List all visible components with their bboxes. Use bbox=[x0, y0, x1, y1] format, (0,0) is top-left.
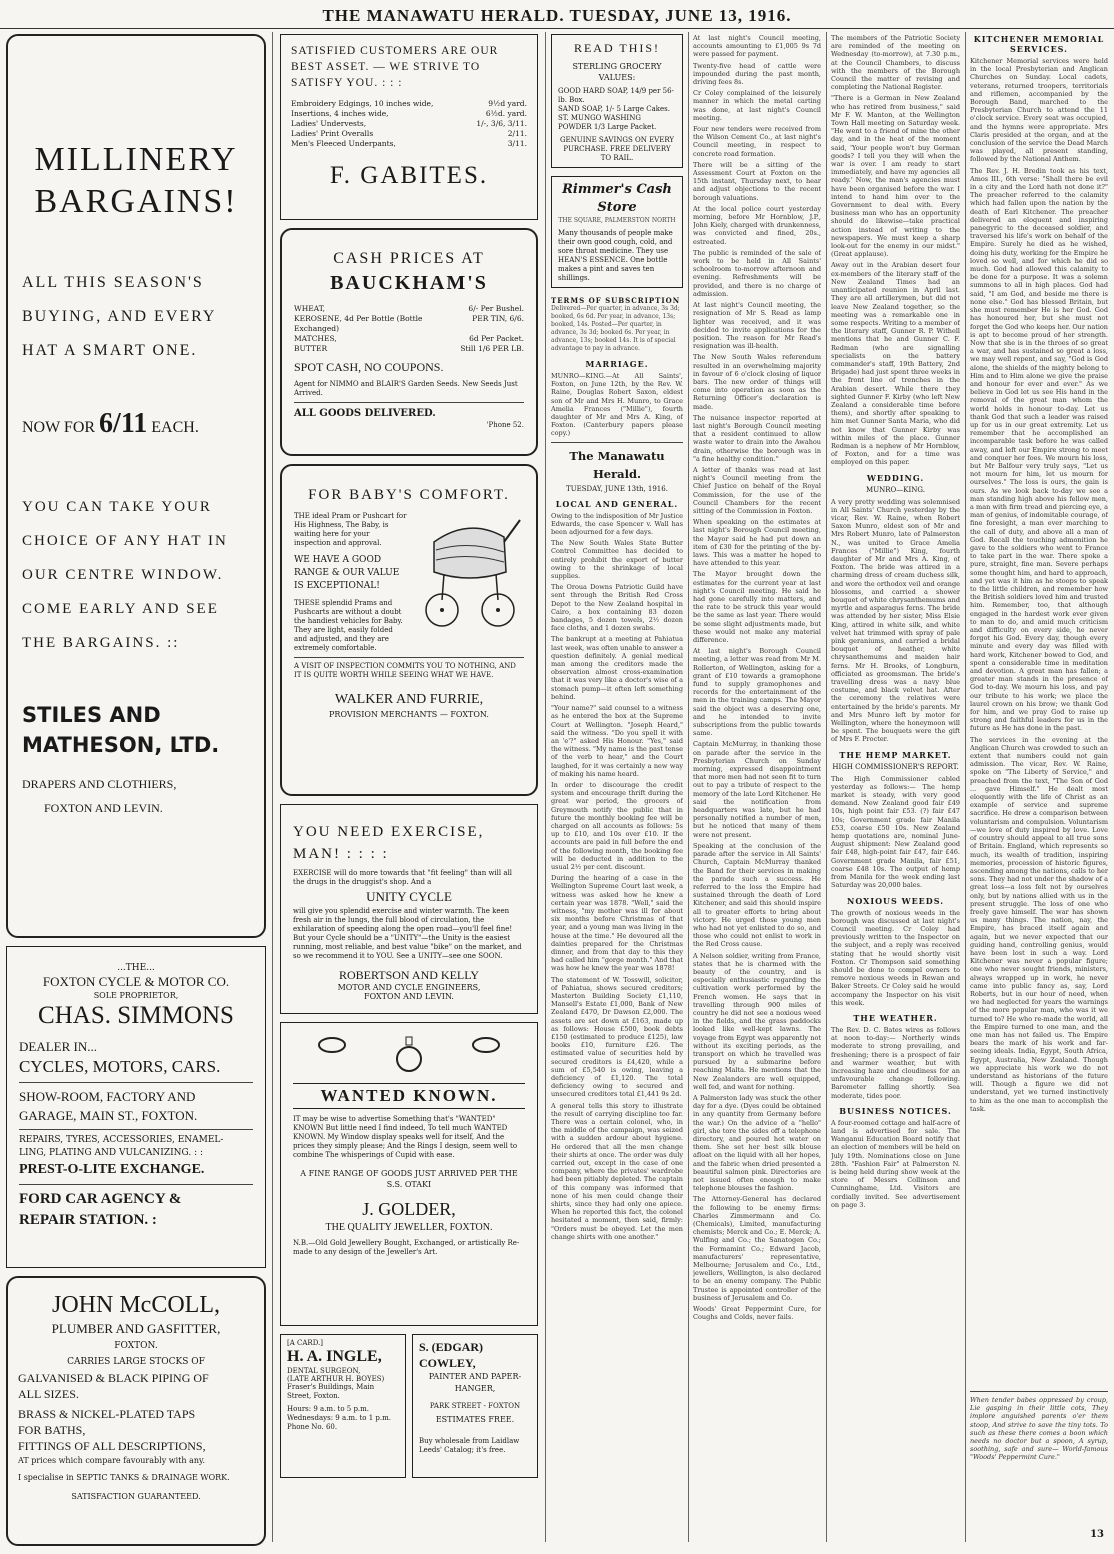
divider bbox=[19, 1129, 253, 1130]
rimmers-logo: Rimmer's Cash Store bbox=[562, 182, 672, 215]
ingle-late: (LATE ARTHUR H. BOYES) bbox=[287, 1375, 385, 1383]
now-for-text: NOW FOR bbox=[22, 419, 96, 436]
column-rule bbox=[965, 32, 966, 1542]
dealer-label: DEALER IN... bbox=[19, 1039, 97, 1054]
ford-agency-line-2: REPAIR STATION. : bbox=[19, 1212, 157, 1228]
card-label: [A CARD.] bbox=[287, 1339, 324, 1347]
golder-poem: IT may be wise to advertise Something that's "WANTED" KNOWN But little need I find indeed, To tell much WANTED KNOWN. My Window display speaks well for itself, And the prices they simply please; And the Rings I design, seem well to combine The whisperings of Cupid with ease. bbox=[293, 1115, 518, 1159]
divider bbox=[294, 657, 524, 658]
news-paragraph: The bankrupt at a meeting at Pahiatua last week, was often unable to answer a question definitely. A genial medical man among the creditors made the observation almost cross-examination that it was very like a doctor's wise of a stomach pump—it often left something behind. bbox=[551, 635, 683, 701]
stock-line: CARRIES LARGE STOCKS OF bbox=[67, 1357, 205, 1367]
terms-title: TERMS OF SUBSCRIPTION bbox=[551, 296, 681, 305]
ingle-address: Fraser's Buildings, Main Street, Foxton. bbox=[287, 1383, 375, 1400]
baby-range: WE HAVE A GOOD RANGE & OUR VALUE IS EXCEPTIONAL! bbox=[294, 555, 400, 591]
robertson-trade: MOTOR AND CYCLE ENGINEERS, bbox=[337, 983, 481, 992]
piping-line: GALVANISED & BLACK PIPING OF bbox=[18, 1371, 209, 1385]
pram-illustration bbox=[414, 512, 524, 653]
column-rule bbox=[826, 32, 827, 1542]
news-paragraph: There will be a sitting of the Assessment Court at Foxton on the 15th instant, Thursday next, to hear and adjust objections to the recent borough valuations. bbox=[693, 160, 821, 202]
column-1 bbox=[6, 34, 266, 1554]
choice-p2: CHOICE OF ANY HAT IN bbox=[22, 533, 228, 549]
ring-icon bbox=[471, 1035, 501, 1055]
divider bbox=[294, 402, 524, 403]
goods-line: CYCLES, MOTORS, CARS. bbox=[19, 1057, 221, 1076]
rimmers-text: Many thousands of people make their own good cough, cold, and sore throat medicine. They use HEAN'S ESSENCE. One bottle makes a pint and saves ten shillings. bbox=[558, 229, 673, 282]
unity-cycle: UNITY CYCLE bbox=[366, 889, 452, 904]
hat-price: 6/11 bbox=[99, 408, 148, 439]
baby-desc: THESE splendid Prams and Pushcarts are without a doubt the handiest vehicles for Baby. They are light, easily folded and adjusted, and they are extremely comfortable. bbox=[294, 599, 403, 652]
golder-trade: THE QUALITY JEWELLER, FOXTON. bbox=[325, 1222, 493, 1233]
golder-ad bbox=[280, 1022, 538, 1326]
plumber-place: FOXTON. bbox=[114, 1341, 158, 1351]
gabites-ad bbox=[280, 34, 538, 220]
hemp-heading: THE HEMP MARKET. bbox=[839, 749, 952, 760]
price-row: Ladies' Print Overalls 2/11. bbox=[291, 129, 527, 138]
news-paragraph: The statement of W. Tosswill, solicitor, of Pahiatua, shows secured creditors; Masterton Building Society £1,110, Mansell's Estate £1,000, Bank of New Zealand £470, Dr Dawson £2,000. The assets are set down at £163, made up as follows: House £500, book debts £150 (estimated to produce £125), law books £10, furniture £26. The estimated value of securities held by secured creditors is £4,420, while a sum of £5,540 is owing, leaving a deficiency of £1,120. The total deficiency owing to secured and unsecured creditors total £1,441 9s 2d. bbox=[551, 975, 683, 1099]
cash-prices-head: CASH PRICES AT bbox=[333, 250, 485, 267]
proprietor-name: CHAS. SIMMONS bbox=[38, 1002, 234, 1029]
kitchener-article bbox=[970, 57, 1108, 1387]
prest-o-lite-line: PREST-O-LITE EXCHANGE. bbox=[19, 1162, 205, 1177]
choice-p1: YOU CAN TAKE YOUR bbox=[22, 499, 212, 515]
wedding-report: A very pretty wedding was solemnised in All Saints' Church yesterday by the vicar, Rev. W. Raine, when Robert Saxon Munro, eldest son of Mr and Mrs Robert Munro, late of Palmerston N., was united to Grace Amelia Frances ("Millie") King, fourth daughter of Mr and Mrs A. King, of Foxton. The bride was attired in a charming dress of cream duchess silk, and wore the orthodox veil and orange blossoms, and carried a shower bouquet of white chrysanthemums and myrtle and asparagus ferns. The bride was attended by her sister, Miss Elsie King, attired in white silk, and white velvet hat trimmed with spray of pale pink geraniums, and carried a bridal bouquet of heather, white chrysanthemums and maiden hair ferns. Mr H. Brooks, of Longburn, officiated as groomsman. The bride's travelling dress was a navy blue costume, and black velvet hat. After the ceremony the relatives were entertained by the bride's parents. Mr and Mrs Munro left by motor for Wellington, where the honeymoon will be spent. The bouquets were the gift of Mrs F. Procter. bbox=[831, 497, 960, 744]
proprietor-label: SOLE PROPRIETOR, bbox=[93, 991, 179, 1000]
terms-body: Delivered—Per quarter, in advance, 3s 3d; booked, 6s 6d. Per year, in advance, 13s; booked, 14s. Posted—Per quarter, in advance, 3s 3d; booked 6s. Per year, in advance, 13s; booked 14s. It is of special advantage to pay in advance. bbox=[551, 305, 680, 352]
news-paragraph: Away out in the Arabian desert four ex-members of the literary staff of the New Zealand Times had an unanticipated reunion in April last. They are all artillerymen, but did not leave New Zealand together, so the meeting was a remarkable one in some respects. Writing to a member of the literary staff, Gunner R. P. Withell mentions that he and Gunner C. F. Redman (who are signalling specialists on the battery commander's staff, 19th Battery, 2nd Brigade) had just spent three weeks in the front line of trenches in the Arabian desert. While there they sighted Gunner F. Kirby (who left New Zealand a considerable time before them), and shortly after speaking to him met Gunner Santa Maria, who did not know that Gunner Kirby was within miles of the place. Gunner Redman is a nephew of Mr Hornblow, of Foxton, and for a time was employed on this paper. bbox=[831, 261, 960, 467]
visit-line: A VISIT OF INSPECTION COMMITS YOU TO NOTHING, AND IT IS QUITE WORTH WHILE SEEING WHAT WE HAVE. bbox=[294, 662, 516, 679]
masthead: THE MANAWATU HERALD. TUESDAY, JUNE 13, 1916. bbox=[322, 6, 792, 25]
news-paragraph: A general tells this story to illustrate the result of carrying discipline too far. There was a certain colonel, who, in the middle of the campaign, was seized with a sudden ardour about hygiene. He ordered that all the men change their shirts at once. The order was duly carried out, except in the case of one company, where the privates' wardrobe had been pitiably depleted. The captain of this company was informed that none of his men could change their shirts, since they had only one apiece. When he reported this fact, the colonel hesitated a moment, then said, firmly: "Orders must be obeyed. Let the men change shirts with one another." bbox=[551, 1101, 683, 1241]
weeds-report: The growth of noxious weeds in the borough was discussed at last night's Council meeting. Cr Coley had previously written to the Inspector on the subject, and a reply was received stating that he would shortly visit Foxton. Cr Thompson said something should be done to compel owners to remove noxious weeds in Rewan and Baker Streets. Cr Coley said he would accompany the Inspector on his visit this week. bbox=[831, 908, 960, 1007]
price-row: Ladies' Undervests, 1/-, 3/6, 3/11. bbox=[291, 119, 527, 128]
rimmers-address: THE SQUARE, PALMERSTON NORTH bbox=[558, 217, 676, 224]
grocery-savings: GENUINE SAVINGS ON EVERY PURCHASE. FREE DELIVERY TO RAIL. bbox=[559, 136, 675, 162]
walker-firm: WALKER AND FURRIE, bbox=[334, 692, 484, 707]
fittings-line: FITTINGS OF ALL DESCRIPTIONS, bbox=[18, 1439, 206, 1453]
millinery-title: MILLINERY bbox=[34, 141, 238, 178]
grocery-title: STERLING GROCERY VALUES: bbox=[572, 62, 662, 82]
grocery-item: GOOD HARD SOAP, 14/9 per 56-lb. Box. bbox=[558, 87, 674, 104]
repairs-line-1: REPAIRS, TYRES, ACCESSORIES, ENAMEL- bbox=[19, 1135, 224, 1145]
exercise-body: will give you splendid exercise and winter warmth. The keen fresh air in the lungs, the full blood of circulation, the exhilaration of speeding along the open road—you'll feel fine! But your Cycle should be a "UNITY"—the Unity is the easiest running, most reliable, and best value "bike" on the market, and so we recommend it to YOU. See a UNITY—see one SOON. bbox=[293, 907, 522, 960]
news-paragraph: A letter of thanks was read at last night's Council meeting from the Chief Justice on behalf of the Royal Commission, for the use of the Council Chambers for the recent sitting of the Commission in Foxton. bbox=[693, 465, 821, 515]
plumber-trade: PLUMBER AND GASFITTER, bbox=[51, 1321, 221, 1336]
column-rule bbox=[545, 32, 546, 1542]
news-paragraph: Woods' Great Peppermint Cure, for Coughs and Colds, never fails. bbox=[693, 1305, 821, 1322]
marriage-notice: MUNRO—KING.—At All Saints', Foxton, on June 12th, by the Rev. W. Raine, Douglas Robert Saxon, eldest son of Mr and Mrs H. Munro, to Grace Amelia Frances ("Millie"), fourth daughter of Mr and Mrs A. King, of Foxton. (Canterbury papers please copy.) bbox=[551, 372, 683, 438]
price-row: WHEAT, 6/- Per Bushel. bbox=[294, 304, 524, 313]
price-row: Men's Fleeced Underpants, 3/11. bbox=[291, 139, 527, 148]
exercise-ad bbox=[280, 804, 538, 1014]
baby-text bbox=[294, 512, 408, 653]
read-this: READ THIS! bbox=[573, 41, 661, 55]
robertson-place: FOXTON AND LEVIN. bbox=[364, 992, 454, 1001]
buying-line: BUYING, AND EVERY bbox=[22, 308, 217, 325]
news-paragraph: During the hearing of a case in the Wellington Supreme Court last week, a witness was asked how he knew a certain year was 1878. "Well," said the witness, "my mother was ill for about six months before Christmas of that year, and a young man was living in the house at the time." He devoured all the dainties prepared for the Christmas dinner, and from that day to this they had called him "gorge month." And that was how he knew the year was 1878! bbox=[551, 874, 683, 973]
news-paragraph: At last night's Council meeting, accounts amounting to £1,005 9s 7d were passed for payment. bbox=[693, 34, 821, 59]
hemp-report: The High Commissioner cabled yesterday as follows:— The hemp market is steady, with very good demand. New Zealand good fair £49 10s, high point fair £53. (?) fair £47 10s; Government grade fair Manila £53, coarse £50 10s. New Zealand hemp quotations are, nominal June-August shipment: New Zealand good fair £48, high-point fair £47, fair £46. Government grade Manila, fair £51, coarse £48 10s. The output of hemp from Manila for the week ending last Saturday was 20,000 bales. bbox=[831, 774, 960, 890]
news-paragraph: A Nelson soldier, writing from France, states that he is charmed with the beauty of the country, and is especially enthusiastic regarding the cultivation work performed by the French women. He says that in travelling through 900 miles of country he did not see a noxious weed in the fields, and the grass paddocks looked like well-kept lawns. The voyage from Egypt was apparently not without its exciting periods, as the transport on which he travelled was pursued by a submarine before reaching Malta. He mentions that the New Zealanders are well equipped, well fed, and want for nothing. bbox=[693, 951, 821, 1091]
mccoll-ad bbox=[6, 1276, 266, 1546]
bauckham-ad bbox=[280, 228, 538, 456]
news-paragraph: Speaking at the conclusion of the parade after the service in All Saints' Church, Captain McMurray thanked the Band for their services in making the parade such a success. He referred to the loss the Empire had sustained through the death of Lord Kitchener, and said this should inspire all to greater efforts to bring about victory. He urged those young men who had not yet enlisted to do so, and those who could not enlist to work in the Red Cross cause. bbox=[693, 841, 821, 949]
gabites-head-3: SATISFY YOU. : : : bbox=[291, 77, 403, 89]
cowley-name: S. (EDGAR) COWLEY, bbox=[419, 1340, 484, 1370]
season-line: ALL THIS SEASON'S bbox=[22, 274, 204, 291]
simmons-ad bbox=[6, 946, 266, 1268]
news-paragraph: "There is a German in New Zealand who has retired from business," said Mr F. W. Manton, at the Wellington Town Hall meeting on Saturday week. "He went to a friend of mine the other day, and in the heat of the moment said, 'Your people won't buy German goods? I tell you they will when the war is over. I am ready to start immediately, and have my agencies all ready.' Now, the man's agencies must have been organised before the war. I intend to hand him over to the Government to deal with. Every business man who has an opportunity should do likewise—take practical action instead of writing to the newspapers. We must keep a sharp look-out for the enemy in our midst." (Great applause). bbox=[831, 94, 960, 259]
paper-name: The Manawatu Herald. bbox=[569, 448, 665, 481]
divider bbox=[19, 1082, 253, 1083]
weather-report: The Rev. D. C. Bates wires as follows at noon to-day:— Northerly winds moderate to strong prevailing, and freshening; there is a prospect of fair and warmer weather, but with increasing haze and cloudiness for an unfavourable change following. Barometer falling shortly. Sea moderate, tides poor. bbox=[831, 1025, 960, 1100]
wanted-known-title: WANTED KNOWN. bbox=[293, 1083, 525, 1109]
news-paragraph: Captain McMurray, in thanking those on parade after the service in the Presbyterian Church on Sunday morning, expressed disappointment that more men had not seen fit to turn out to pay a tribute of respect to the memory of the late Lord Kitchener. He said the notification from headquarters was late, but he had personally notified a number of men, but he noticed that many of them were not present. bbox=[693, 740, 821, 839]
exercise-head-2: MAN! : : : : bbox=[293, 846, 389, 862]
wedding-heading: WEDDING. bbox=[866, 472, 925, 483]
baby-intro: THE ideal Pram or Pushcart for His Highness, The Baby, is waiting here for your inspection and approval. bbox=[294, 512, 407, 547]
drapers-line: DRAPERS AND CLOTHIERS, bbox=[22, 777, 177, 791]
firm-name-1: STILES AND bbox=[22, 703, 161, 727]
column-rule bbox=[688, 32, 689, 1542]
bargains-title: BARGAINS! bbox=[34, 183, 238, 220]
weather-heading: THE WEATHER. bbox=[853, 1012, 938, 1023]
the-label: ...THE... bbox=[117, 963, 155, 973]
exercise-intro: EXERCISE will do more towards that "fit feeling" than will all the drugs in the druggist's shop. And a bbox=[293, 869, 513, 886]
news-paragraph: Owing to the indisposition of Mr Justice Edwards, the case Spencer v. Wall has been adjourned for a few days. bbox=[551, 511, 683, 537]
price-row: MATCHES, 6d Per Packet. bbox=[294, 334, 524, 343]
news-paragraph: Twenty-five head of cattle were impounded during the past month, driving fees 8s. bbox=[693, 61, 821, 87]
paper-date: TUESDAY, JUNE 13th, 1916. bbox=[566, 484, 668, 493]
news-paragraph: The public is reminded of the sale of work to be held in All Saints' schoolroom to-morrow afternoon and evening. Refreshments will be provided, and there is no charge of admission. bbox=[693, 248, 821, 298]
news-paragraph: The New South Wales State Butter Control Committee has decided to entirely prohibit the export of butter owing to the shrinkage of local supplies. bbox=[551, 539, 683, 581]
golder-nb: N.B.—Old Gold Jewellery Bought, Exchanged, or artistically Re-made to any design of the Jeweller's Art. bbox=[293, 1239, 520, 1256]
ford-agency-line-1: FORD CAR AGENCY & bbox=[19, 1191, 182, 1207]
column-3 bbox=[551, 34, 683, 1244]
cowley-buy: Buy wholesale from Laidlaw Leeds' Catalog; it's free. bbox=[419, 1437, 520, 1454]
smart-line: HAT A SMART ONE. bbox=[22, 342, 198, 359]
divider bbox=[19, 1184, 253, 1185]
ring-icon bbox=[317, 1035, 347, 1055]
news-paragraph: A Palmerston lady was stuck the other day for a dye. (Dyes could be obtained in any quantity from Germany before the war.) On the advice of a "hello" girl, she tore the sides off a telephone directory, and poured hot water on them. She set her best silk blouse afloat on the liquid with all her hopes, and the fabric when dried presented a beautiful salmon pink. Directories are not issued often enough to make telephone blouses the fashion. bbox=[693, 1093, 821, 1193]
robertson-firm: ROBERTSON AND KELLY bbox=[338, 968, 480, 982]
divider bbox=[551, 442, 683, 443]
price-row: BUTTER Still 1/6 PER LB. bbox=[294, 344, 524, 353]
taps-line: BRASS & NICKEL-PLATED TAPS bbox=[18, 1407, 196, 1421]
cure-verse: When tender babes oppressed by croup, Lie gasping in their little cots, They implore anguished parents o'er them stoop, And strive to save the tiny tots. To such as these there comes a boon which needs no doctor but a spoon, A syrup, soothing, safe and sure— World-famous "Woods' Peppermint Cure." bbox=[970, 1396, 1108, 1462]
news-paragraph: The members of the Patriotic Society are reminded of the meeting on Wednesday (to-morrow), at 7.30 p.m., at the Council Chambers, to discuss with the members of the Borough Council the matter of revising and completing the National Register. bbox=[831, 34, 960, 92]
news-paragraph: Four new tenders were received from the Wilson Cement Co., at last night's Council meeting, in respect to concrete road formation. bbox=[693, 125, 821, 158]
column-6 bbox=[970, 34, 1108, 1542]
card-row bbox=[280, 1334, 538, 1486]
baths-line: FOR BATHS, bbox=[18, 1423, 86, 1437]
business-heading: BUSINESS NOTICES. bbox=[839, 1105, 952, 1116]
spot-cash-line: SPOT CASH, NO COUPONS. bbox=[294, 360, 444, 374]
baby-comfort-ad bbox=[280, 464, 538, 796]
ingle-trade: DENTAL SURGEON, bbox=[287, 1367, 361, 1375]
cowley-trade: PAINTER AND PAPER-HANGER, bbox=[428, 1372, 522, 1393]
news-paragraph: When speaking on the estimates at last night's Borough Council meeting, the Mayor said he had put down an item of £30 for the printing of the by-laws. This was a matter he hoped to have attended to this year. bbox=[693, 518, 821, 568]
grocery-item: ST. MUNGO WASHING POWDER 1/3 Large Packet. bbox=[558, 114, 657, 131]
news-paragraph: Kitchener Memorial services were held in the local Presbyterian and Anglican Churches on Sunday. Local cadets, veterans, returned troopers, territorials and riflemen, accompanied by the Borough Band, marched to the Presbyterian Church to attend the 11 o'clock service. Every seat was occupied, and the hymns were appropriate. Mrs Claris presided at the organ, and at the conclusion of the service the Dead March was played, all present standing, followed by the National Anthem. bbox=[970, 57, 1108, 164]
price-row: KEROSENE, 4d Per Bottle (Bottle Exchanged) PER TIN, 6/6. bbox=[294, 314, 524, 333]
weeds-heading: NOXIOUS WEEDS. bbox=[847, 895, 944, 906]
rimmers-ad bbox=[551, 176, 683, 288]
masthead-rule bbox=[0, 28, 1114, 29]
news-paragraph: The nuisance inspector reported at last night's Borough Council meeting that a resident continued to allow waste water to drain into the Awahou drain, otherwise the borough was in "a fine healthy condition." bbox=[693, 413, 821, 463]
choice-p3: OUR CENTRE WINDOW. bbox=[22, 567, 224, 583]
price-row: Insertions, 4 inches wide, 6½d. yard. bbox=[291, 109, 527, 118]
baby-title: FOR BABY'S COMFORT. bbox=[308, 487, 510, 503]
millinery-ad bbox=[6, 34, 266, 938]
business-notices: A four-roomed cottage and half-acre of land is advertised for sale. The Wanganui Education Board notify that an election of members will be held on July 19th. Nominations close on June 28th. "Fashion Fair" at Palmerston N. is being held during show week at the store of Messrs Collinson and Cunninghame, Ltd. Visitors are cordially invited. See advertisement on page 3. bbox=[831, 1118, 960, 1209]
delivered-line: ALL GOODS DELIVERED. bbox=[294, 408, 436, 419]
news-paragraph: The Rev. J. H. Bredin took as his text, Amos III., 6th verse: "Shall there be evil in a city and the Lord hath not done it?" The preacher referred to the calamity which had fallen upon the nation by the death of Earl Kitchener. The preacher delivered an eloquent and inspiring panegyric to the deceased soldier, and traversed his life's work on behalf of the Empire. Surely he died as he wished, doing his duty, working for the Empire he loved so well, and for which he did so much. God had allowed this calamity to be done for a purpose. It was a solemn summons to all in high places. God had said, "I am God, and beside me there is none else." God has blessed Britain, but she must remember He is her God. God has honoured her, but she must not forget the God who keeps her. Our nation is apt to become proud of her strength. Now that she is in the throes of so great a war, and has sustained so great a loss, we may well repent, and say, "God is God alone, the shields of the mighty belong to Him and to Him alone we give the praise and honour for ever and ever." As we believe in God let us see His hand in the removal of the great man whom the world holds in honour to-day. Let us thank God that such a leader was raised up for us in our great extremity. Let us remember that he accomplished an incomparable task before he was called away, and left our Empire strong to meet and conquer her foes. We mourn his loss, but Mr Balfour very truly says, "Let us not mourn for him, let us mourn for ourselves." The loss is ours, the gain is ours. As we look back to-day we see a man standing high above his fellow men, a man with firm tread and piercing eye, a man of genius, of indomitable courage, of fine foresight, a man ever marching to the call of duty, and above all a man of God. Recall the touching admonition he gave to the soldiers who went to France to take part in the war. There spoke a pure, straight, fine man. Severe perhaps some thought him, and hard to approach, and yet was it him as he stoops to speak to the little children, and remember how the British soldiers loved him and trusted him. Remember, too, that although engaged in the hardest work ever given to man to do, and amid much criticism and difficulty on every side, he never forgot his God. Every day, though every minute and every day was filled with hard work, Kitchener bowed to God, and spent a considerable time in meditation and devotion. A great man has fallen; a greater man stands in the presence of God to-day. We mourn his loss, and pay our tribute to his work; we place the laurel crown on his brow; we thank God for him, and we pray God to raise up strong and faithful leaders for us in the future as He has done in the past. bbox=[970, 166, 1108, 733]
news-paragraph: In order to discourage the credit system and encourage thrift during the great war period, the grocers of Greymouth notify the public that in future the monthly booking fee will be charged on all accounts as follows: 5s up to £10, and 10s over £10. If the accounts are paid in full before the end of the following month, the booking fee will be deducted in addition to the usual 2½ per cent. discount. bbox=[551, 780, 683, 871]
wedding-subheading: MUNRO—KING. bbox=[866, 485, 925, 494]
watch-icon bbox=[394, 1035, 424, 1075]
local-news bbox=[551, 512, 683, 1241]
choice-p5: THE BARGAINS. :: bbox=[22, 635, 180, 651]
phone-line: 'Phone 52. bbox=[486, 421, 524, 429]
news-paragraph: At last night's Council meeting, the resignation of Mr S. Read as lamp lighter was received, and it was decided to invite applications for the position. The reason for Mr Read's resignation was ill-health. bbox=[693, 301, 821, 351]
choice-p4: COME EARLY AND SEE bbox=[22, 601, 219, 617]
hemp-subheading: HIGH COMMISSIONER'S REPORT. bbox=[832, 762, 959, 771]
news-paragraph: "Your name?" said counsel to a witness as he entered the box at the Supreme Court at Wellington. "Joseph Heard," said the witness. "Do you spell it with an 'e'?" asked His Honour. "Yes," said the witness. "My name is the past tense of the verb to hear," and the Court laughed, for it was certainly a new way of making his name heard. bbox=[551, 704, 683, 778]
news-paragraph: The Attorney-General has declared the following to be enemy firms: Charles Zimmermann and Co. (Chemicals), Limited, manufacturing chemists; Merck and Co.; E. Merck; A. Wulfing and Co.; the Sanatogen Co.; the Formamint Co.; Edward Jacob, manufacturers' representative, Melbourne; Jerusalem and Co., Ltd., jewellers, Wellington, is also declared to be an enemy company. The Public Trustee is appointed controller of the business of Jerusalem and Co. bbox=[693, 1195, 821, 1302]
divider bbox=[970, 1391, 1108, 1392]
page-number: 13 bbox=[1090, 1529, 1104, 1540]
company-name: FOXTON CYCLE & MOTOR CO. bbox=[42, 974, 230, 989]
news-paragraph: Cr Coley complained of the leisurely manner in which the metal carting was done, at last night's Council meeting. bbox=[693, 89, 821, 122]
garage-line: GARAGE, MAIN ST., FOXTON. bbox=[19, 1108, 198, 1123]
towns-line: FOXTON AND LEVIN. bbox=[44, 801, 163, 815]
marriage-heading: MARRIAGE. bbox=[585, 359, 649, 369]
column-2 bbox=[280, 34, 538, 1486]
news-paragraph: At the local police court yesterday morning, before Mr Hornblow, J.P., John Kiely, charged with drunkenness, was convicted and fined, 20s., estreated. bbox=[693, 204, 821, 246]
price-row: Embroidery Edgings, 10 inches wide, 9½d yard. bbox=[291, 99, 527, 108]
news-paragraph: The Oroua Downs Patriotic Guild have sent through the British Red Cross Depot to the New Zealand hospital in Cairo, a box containing 83 dozen bandages, 5 dozen towels, 2½ dozen face cloths, and 1 dozen swabs. bbox=[551, 583, 683, 633]
plumber-name: JOHN McCOLL, bbox=[52, 1292, 220, 1318]
news-paragraph: The Mayor brought down the estimates for the current year at last night's Council meeting. He said he had gone carefully into matters, and the rate to be struck this year would be the same as last year. There would be some slight adjustments made, but these would not make any material difference. bbox=[693, 570, 821, 645]
bauckham-name: BAUCKHAM'S bbox=[330, 272, 488, 294]
golder-range: A FINE RANGE OF GOODS JUST ARRIVED PER THE S.S. OTAKI bbox=[300, 1169, 518, 1189]
guarantee-line: SATISFACTION GUARANTEED. bbox=[71, 1492, 201, 1501]
showroom-line: SHOW-ROOM, FACTORY AND bbox=[19, 1089, 196, 1104]
gabites-price-list bbox=[291, 99, 527, 149]
ingle-phone: Phone No. 60. bbox=[287, 1423, 338, 1431]
golder-firm: J. GOLDER, bbox=[362, 1199, 456, 1219]
ingle-card bbox=[280, 1334, 406, 1478]
gabites-firm: F. GABITES. bbox=[329, 162, 489, 189]
column-4 bbox=[693, 34, 821, 1542]
jewellery-illustration bbox=[293, 1035, 525, 1075]
price-line bbox=[22, 408, 250, 440]
news-paragraph: At last night's Borough Council meeting, a letter was read from Mr M. Rollerton, of Wellington, asking for a grant of £10 towards a gramophone fund to supply gramophones and records for the entertainment of the men in the training camps. The Mayor said the object was a deserving one, and he intended to invite subscriptions from the public towards same. bbox=[693, 647, 821, 738]
gabites-head-2: BEST ASSET. — WE STRIVE TO bbox=[291, 61, 481, 73]
column-5 bbox=[831, 34, 960, 1542]
column-rule bbox=[272, 32, 273, 1542]
each-text: EACH. bbox=[151, 419, 199, 436]
ingle-hours: Hours: 9 a.m. to 5 p.m. Wednesdays: 9 a.m. to 1 p.m. bbox=[287, 1405, 391, 1422]
subscription-terms bbox=[551, 296, 683, 353]
ingle-name: H. A. INGLE, bbox=[287, 1348, 382, 1365]
pram-icon bbox=[414, 512, 524, 632]
grocery-item: SAND SOAP, 1/- 5 Large Cakes. bbox=[558, 105, 670, 113]
prices-line: AT prices which compare favourably with any. bbox=[18, 1456, 205, 1465]
cowley-card bbox=[412, 1334, 538, 1478]
septic-line: I specialise in SEPTIC TANKS & DRAINAGE WORK. bbox=[18, 1473, 230, 1482]
cowley-estimates: ESTIMATES FREE. bbox=[435, 1415, 515, 1424]
kitchener-heading: KITCHENER MEMORIAL SERVICES. bbox=[973, 34, 1105, 54]
news-paragraph: The services in the evening at the Anglican Church was crowded to such an extent that numbers could not gain admission. The vicar, Rev. W. Raine, spoke on "The Liberty of Service," and preached from the text, "The Son of God ... gave Himself." He dealt most eloquently with the life of Christ as an example of service and supreme sacrifice. He drew a comparison between voluntarism and compulsion. Voluntarism—we love of duty inspired by love. Love of country should appeal to all true sons of Britain. England, which represents so much, its wealth of tradition, inspiring memories, procession of historic figures, ascending among the nations, calls to her sons. They had not under the shadow of a great loss—a loss felt not by ourselves only, but by nations allied with us in the present struggle. The loss of one who freely gave himself. The war has shown us many things. The nation, nay, the Empire, has braced itself again and again, but we never expected that our guiding hand, controlling genius, would have been lost in such a way. Lord Kitchener was never a popular figure; one who never sought friends, ministers, always wrapped up in work, he never came into public fancy as, say, Lord Roberts, but in our hour of need, when we had neglected for years the warnings of the more popular man, who was it we turned to? He who re-made the world, all the Empire turned to one man, and the one man has not failed us. The Empire bears the mark of his work and far-seeing ideals. India, Egypt, South Africa, Egypt, Australia, New Zealand. Though we appreciate his work we do not understand as historians of the future will. Though a figure we did not understand, yet we turned instinctively to him as the one man to accomplish the task. bbox=[970, 735, 1108, 1113]
sizes-line: ALL SIZES. bbox=[18, 1387, 79, 1401]
news-paragraph: The New South Wales referendum resulted in an overwhelming majority in favour of 6 o'clock closing of liquor bars. The new order of things will come into operation as soon as the Returning Officer's declaration is made. bbox=[693, 353, 821, 411]
baby-body bbox=[294, 512, 524, 653]
exercise-head-1: YOU NEED EXERCISE, bbox=[293, 824, 485, 840]
agent-line: Agent for NIMMO and BLAIR'S Garden Seeds. New Seeds Just Arrived. bbox=[294, 380, 518, 397]
gabites-head-1: SATISFIED CUSTOMERS ARE OUR bbox=[291, 45, 499, 57]
repairs-line-2: LING, PLATING AND VULCANIZING. : : bbox=[19, 1148, 204, 1158]
local-general-heading: LOCAL AND GENERAL. bbox=[555, 498, 679, 509]
grocery-ad bbox=[551, 34, 683, 168]
walker-trade: PROVISION MERCHANTS — FOXTON. bbox=[329, 710, 489, 719]
firm-name-2: MATHESON, LTD. bbox=[22, 733, 220, 757]
cowley-address: PARK STREET - FOXTON bbox=[429, 1402, 521, 1410]
